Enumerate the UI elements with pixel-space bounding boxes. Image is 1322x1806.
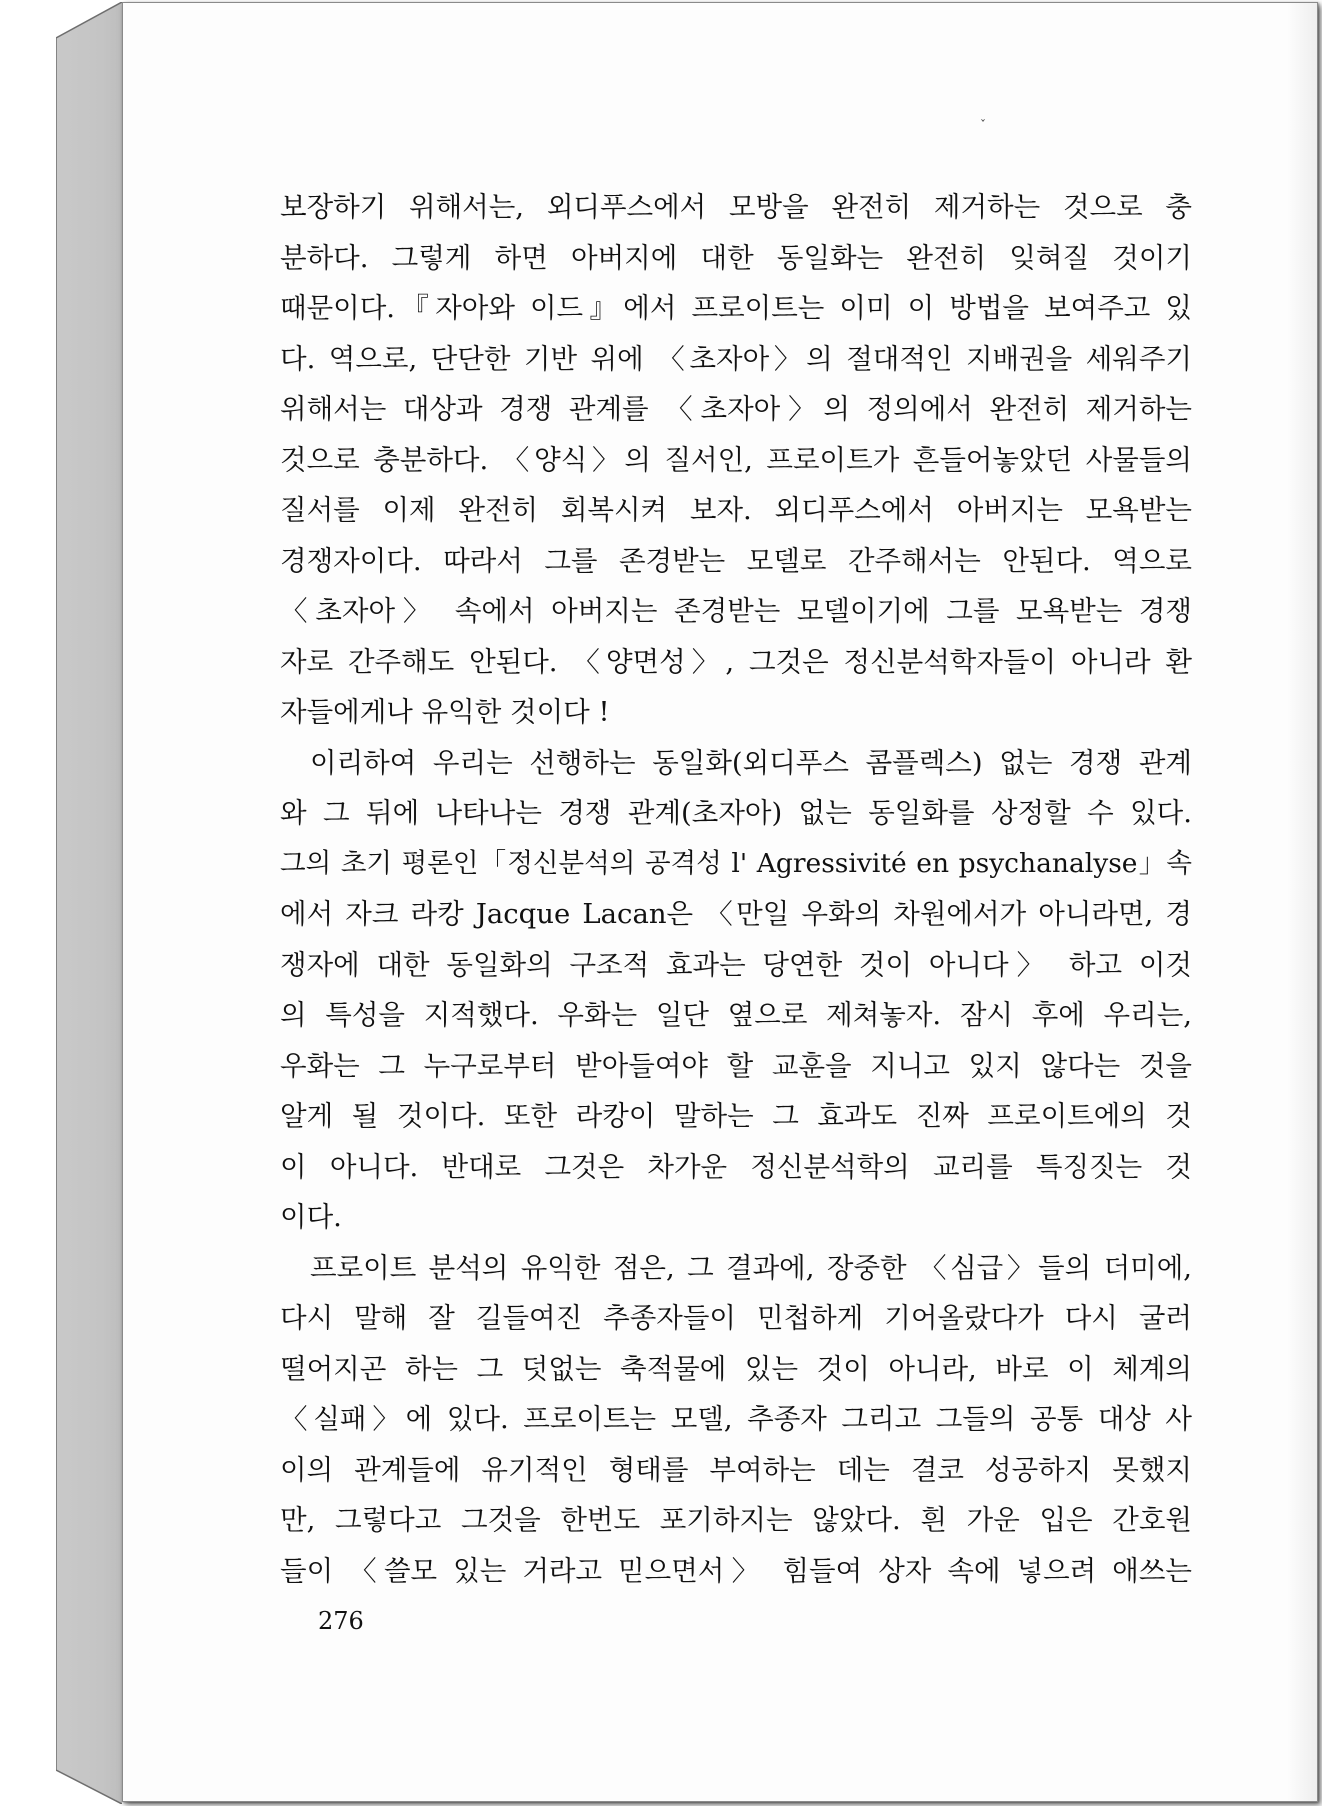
page-number: 276 xyxy=(318,1607,364,1635)
text-line: 이의 관계들에 유기적인 형태를 부여하는 데는 결코 성공하지 못했지 xyxy=(280,1453,1192,1486)
text-line: 질서를 이제 완전히 회복시켜 보자. 외디푸스에서 아버지는 모욕받는 xyxy=(280,494,1192,526)
text-line: 경쟁자이다. 따라서 그를 존경받는 모델로 간주해서는 안된다. 역으로 xyxy=(280,544,1192,577)
body-text xyxy=(280,182,1192,1596)
text-line: 들이 〈쓸모 있는 거라고 믿으면서〉 힘들여 상자 속에 넣으려 애쓰는 xyxy=(280,1554,1192,1587)
speck-mark: ˇ xyxy=(980,118,986,132)
text-line: 우화는 그 누구로부터 받아들여야 할 교훈을 지니고 있지 않다는 것을 xyxy=(280,1049,1192,1082)
text-line: 자들에게나 유익한 것이다 ! xyxy=(280,696,610,728)
text-line: 떨어지곤 하는 그 덧없는 축적물에 있는 것이 아니라, 바로 이 체계의 xyxy=(280,1352,1192,1385)
page-edge-shadow xyxy=(1287,3,1317,1801)
text-line: 〈초자아〉 속에서 아버지는 존경받는 모델이기에 그를 모욕받는 경쟁 xyxy=(280,595,1192,627)
text-line: 〈실패〉에 있다. 프로이트는 모델, 추종자 그리고 그들의 공통 대상 사 xyxy=(280,1403,1192,1435)
text-line: 알게 될 것이다. 또한 라캉이 말하는 그 효과도 진짜 프로이트에의 것 xyxy=(280,1100,1192,1132)
text-line: 프로이트 분석의 유익한 점은, 그 결과에, 장중한 〈심급〉들의 더미에, xyxy=(310,1251,1192,1284)
text-line: 이리하여 우리는 선행하는 동일화(외디푸스 콤플렉스) 없는 경쟁 관계 xyxy=(310,746,1192,779)
text-line: 그의 초기 평론인「정신분석의 공격성 l' Agressivité en psychanalyse」속 xyxy=(280,847,1192,879)
book-spine xyxy=(56,2,122,1804)
text-line: 에서 자크 라캉 Jacque Lacan은 〈만일 우화의 차원에서가 아니라면, 경 xyxy=(280,898,1192,930)
text-line: 이다. xyxy=(280,1201,342,1233)
text-line: 자로 간주해도 안된다. 〈양면성〉, 그것은 정신분석학자들이 아니라 환 xyxy=(280,645,1192,678)
text-line: 것으로 충분하다. 〈양식〉의 질서인, 프로이트가 흔들어놓았던 사물들의 xyxy=(280,443,1192,476)
text-line: 쟁자에 대한 동일화의 구조적 효과는 당연한 것이 아니다〉 하고 이것 xyxy=(280,948,1192,981)
text-line: 다. 역으로, 단단한 기반 위에 〈초자아〉의 절대적인 지배권을 세워주기 xyxy=(280,342,1192,375)
text-line: 다시 말해 잘 길들여진 추종자들이 민첩하게 기어올랐다가 다시 굴러 xyxy=(280,1302,1192,1334)
text-line: 와 그 뒤에 나타나는 경쟁 관계(초자아) 없는 동일화를 상정할 수 있다. xyxy=(280,797,1192,829)
text-line: 분하다. 그렇게 하면 아버지에 대한 동일화는 완전히 잊혀질 것이기 xyxy=(280,241,1192,274)
text-line: 보장하기 위해서는, 외디푸스에서 모방을 완전히 제거하는 것으로 충 xyxy=(280,191,1192,223)
text-line: 이 아니다. 반대로 그것은 차가운 정신분석학의 교리를 특징짓는 것 xyxy=(280,1150,1192,1183)
text-line: 만, 그렇다고 그것을 한번도 포기하지는 않았다. 흰 가운 입은 간호원 xyxy=(280,1504,1192,1536)
text-line: 위해서는 대상과 경쟁 관계를 〈초자아〉의 정의에서 완전히 제거하는 xyxy=(280,393,1192,425)
text-line: 때문이다.『자아와 이드』에서 프로이트는 이미 이 방법을 보여주고 있 xyxy=(280,292,1192,324)
text-line: 의 특성을 지적했다. 우화는 일단 옆으로 제쳐놓자. 잠시 후에 우리는, xyxy=(280,999,1192,1031)
